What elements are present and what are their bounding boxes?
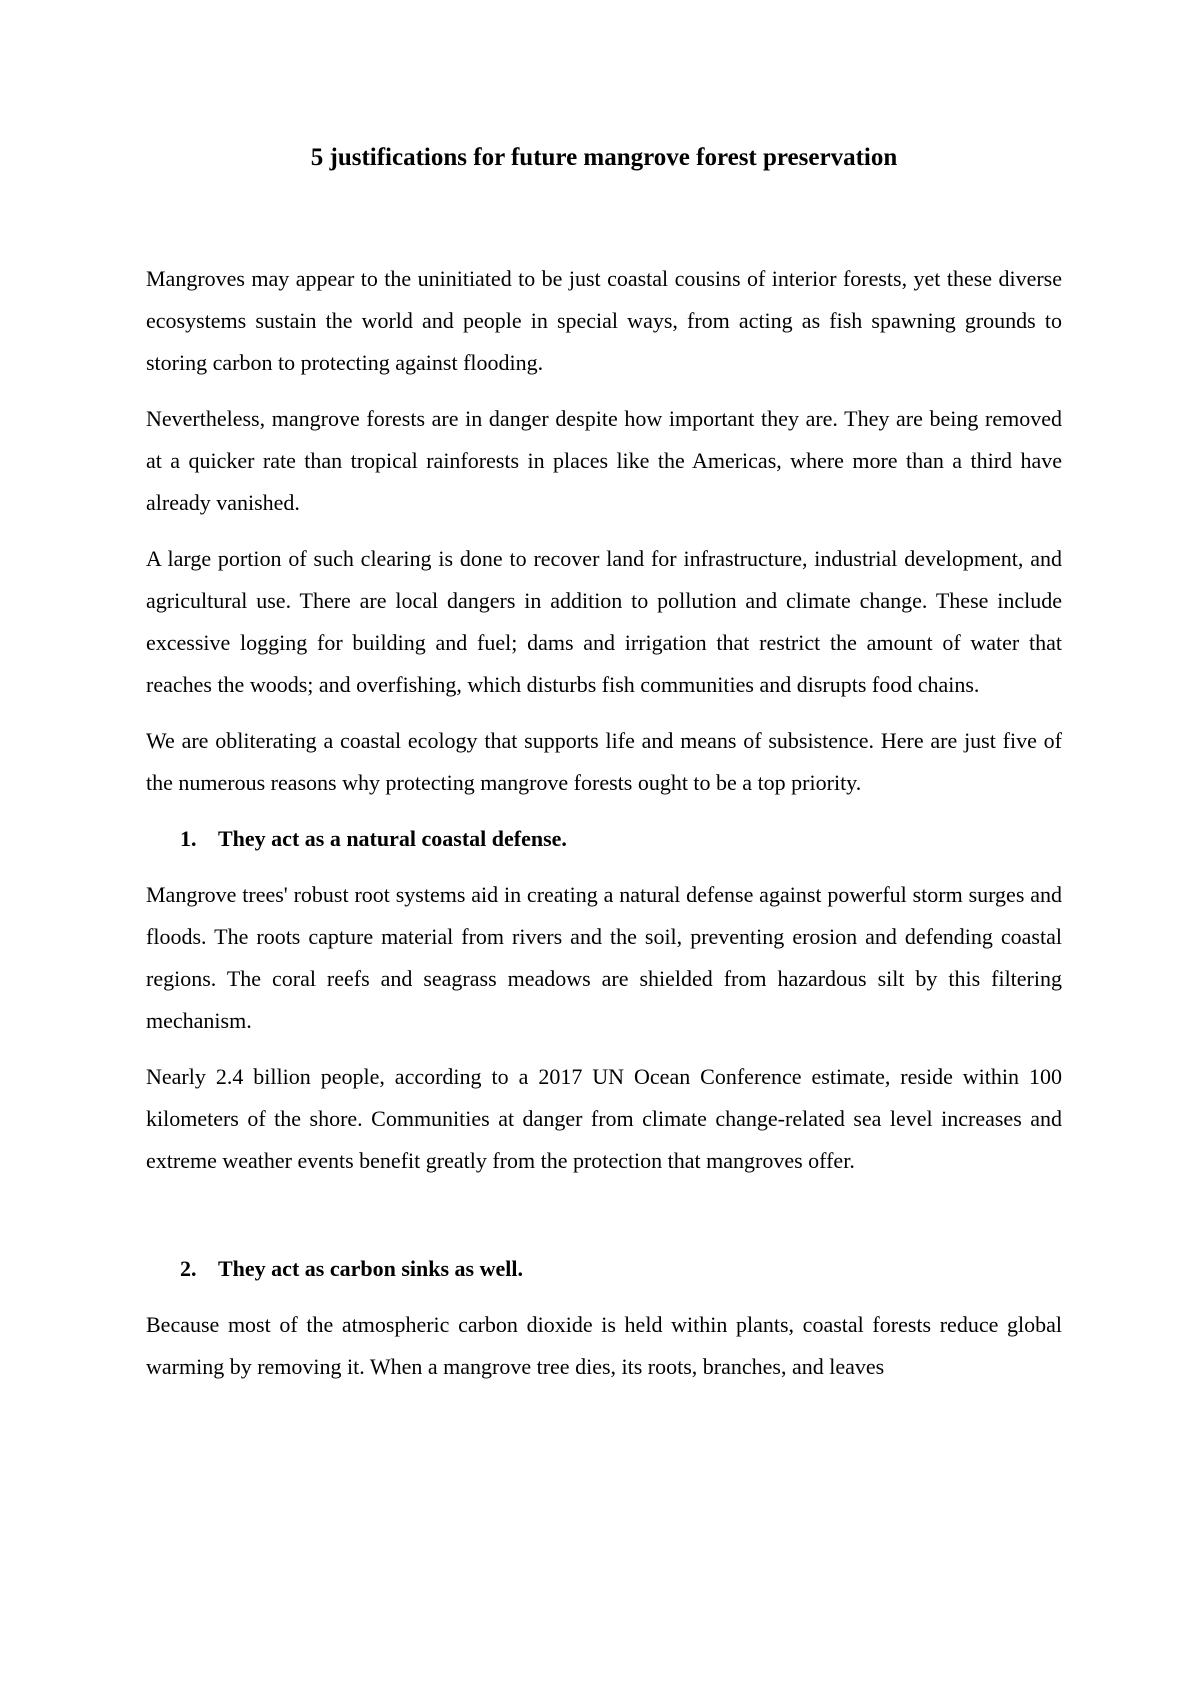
document-title: 5 justifications for future mangrove forest preservation xyxy=(310,144,898,171)
intro-paragraph-4: We are obliterating a coastal ecology that supports life and means of subsistence. Here are just five of the numerous reasons why protecting mangrove forests ought to be a top priority. xyxy=(146,728,1062,795)
document-body xyxy=(146,140,1062,1388)
section-1-number: 1. xyxy=(180,826,197,851)
spacer xyxy=(146,1290,1062,1304)
spacer xyxy=(146,804,1062,818)
section-2-heading-text: They act as carbon sinks as well. xyxy=(218,1256,523,1281)
section-1-paragraph-2: Nearly 2.4 billion people, according to a 2017 UN Ocean Conference estimate, reside within 100 kilometers of the shore. Communities at danger from climate change-related sea level increases and extreme weather events benefit greatly from the protection that mangroves offer. xyxy=(146,1064,1062,1173)
spacer xyxy=(146,176,1062,258)
intro-paragraph-3: A large portion of such clearing is done to recover land for infrastructure, industrial development, and agricultural use. There are local dangers in addition to pollution and climate change. These include excessive logging for building and fuel; dams and irrigation that restrict the amount of water that reaches the woods; and overfishing, which disturbs fish communities and disrupts food chains. xyxy=(146,546,1062,697)
spacer xyxy=(146,384,1062,398)
spacer xyxy=(146,706,1062,720)
section-2-heading xyxy=(146,1248,1062,1290)
spacer xyxy=(146,1042,1062,1056)
section-1-heading-text: They act as a natural coastal defense. xyxy=(218,826,567,851)
intro-paragraph-1: Mangroves may appear to the uninitiated to be just coastal cousins of interior forests, yet these diverse ecosystems sustain the world and people in special ways, from acting as fish spawning grounds to storing carbon to protecting against flooding. xyxy=(146,266,1062,375)
section-2-number: 2. xyxy=(180,1256,197,1281)
spacer xyxy=(146,1182,1062,1248)
section-1-heading xyxy=(146,818,1062,860)
spacer xyxy=(146,524,1062,538)
intro-paragraph-2: Nevertheless, mangrove forests are in danger despite how important they are. They are being removed at a quicker rate than tropical rainforests in places like the Americas, where more than a third have already vanished. xyxy=(146,406,1062,515)
spacer xyxy=(146,860,1062,874)
section-2-paragraph-1: Because most of the atmospheric carbon dioxide is held within plants, coastal forests reduce global warming by removing it. When a mangrove tree dies, its roots, branches, and leaves xyxy=(146,1312,1062,1379)
section-1-paragraph-1: Mangrove trees' robust root systems aid in creating a natural defense against powerful storm surges and floods. The roots capture material from rivers and the soil, preventing erosion and defending coastal regions. The coral reefs and seagrass meadows are shielded from hazardous silt by this filtering mechanism. xyxy=(146,882,1062,1033)
